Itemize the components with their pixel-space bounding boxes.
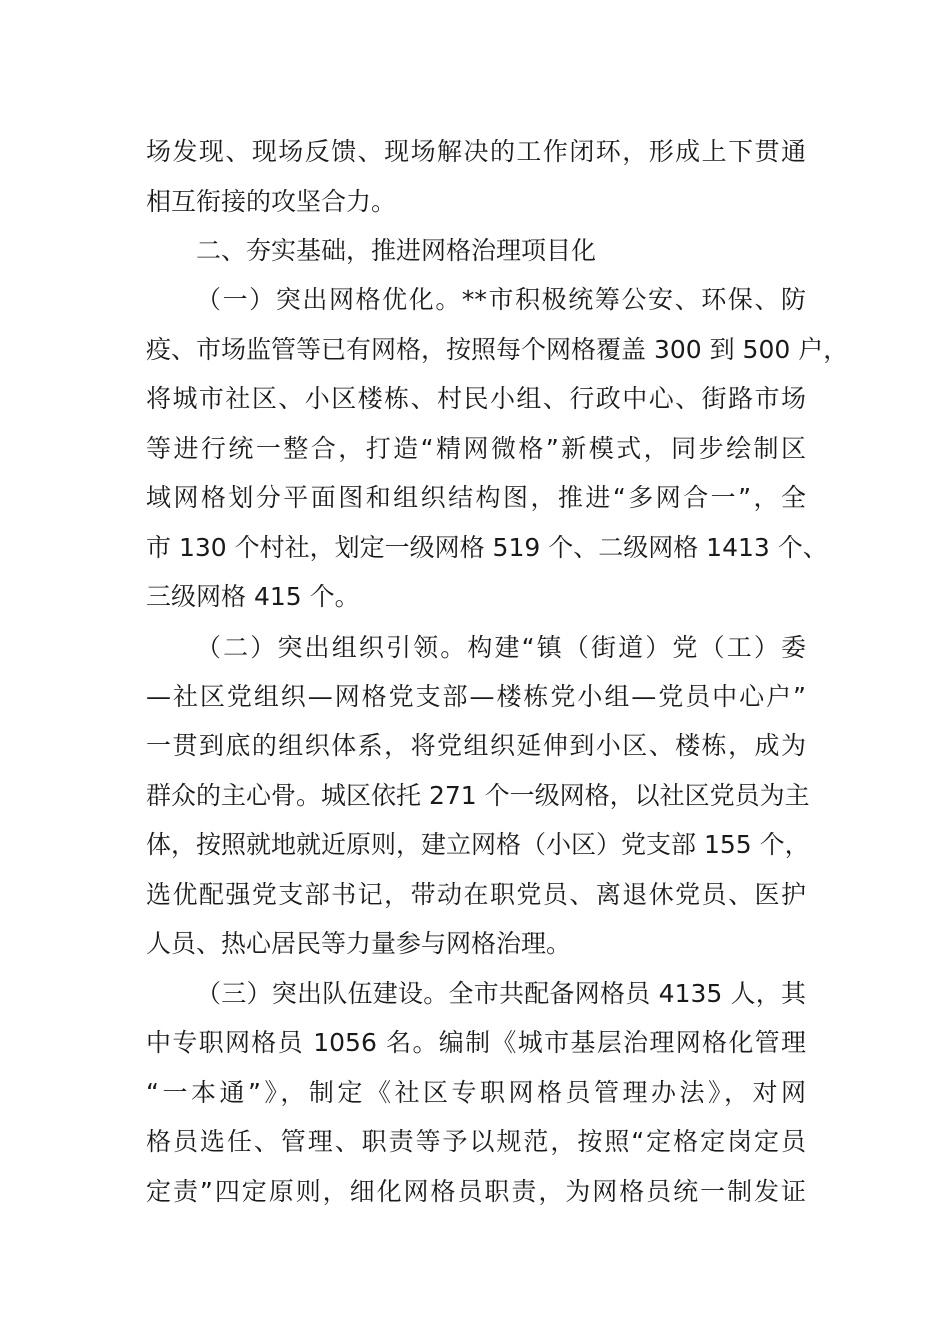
- text-line-17: 人员、热心居民等力量参与网格治理。: [146, 929, 572, 958]
- section-heading: 二、夯实基础，推进网格治理项目化: [196, 236, 597, 265]
- text-line-7: 等进行统一整合，打造“精网微格”新模式，同步绘制区: [146, 434, 806, 463]
- text-line-19: 中专职网格员 1056 名。编制《城市基层治理网格化管理: [146, 1028, 806, 1057]
- text-line-4: （一）突出网格优化。**市积极统筹公安、环保、防: [196, 285, 806, 314]
- text-line-9: 市 130 个村社，划定一级网格 519 个、二级网格 1413 个、: [146, 533, 828, 562]
- text-line-13: 一贯到底的组织体系，将党组织延伸到小区、楼栋，成为: [146, 731, 806, 760]
- text-line-6: 将城市社区、小区楼栋、村民小组、行政中心、街路市场: [146, 384, 806, 413]
- text-line-12: —社区党组织—网格党支部—楼栋党小组—党员中心户”: [146, 682, 806, 711]
- text-line-10: 三级网格 415 个。: [146, 582, 360, 611]
- text-line-1: 场发现、现场反馈、现场解决的工作闭环，形成上下贯通: [146, 137, 806, 166]
- text-line-20: “一本通”》，制定《社区专职网格员管理办法》，对网: [146, 1078, 806, 1107]
- text-line-21: 格员选任、管理、职责等予以规范，按照“定格定岗定员: [146, 1127, 806, 1156]
- text-line-15: 体，按照就地就近原则，建立网格（小区）党支部 155 个，: [146, 830, 810, 859]
- text-line-2: 相互衔接的攻坚合力。: [146, 187, 397, 216]
- text-line-16: 选优配强党支部书记，带动在职党员、离退休党员、医护: [146, 880, 806, 909]
- text-line-18: （三）突出队伍建设。全市共配备网格员 4135 人，其: [196, 979, 806, 1008]
- text-line-8: 域网格划分平面图和组织结构图，推进“多网合一”，全: [146, 483, 806, 512]
- text-line-14: 群众的主心骨。城区依托 271 个一级网格，以社区党员为主: [146, 781, 810, 810]
- text-line-22: 定责”四定原则，细化网格员职责，为网格员统一制发证: [146, 1177, 806, 1206]
- text-line-11: （二）突出组织引领。构建“镇（街道）党（工）委: [196, 633, 806, 662]
- text-line-5: 疫、市场监管等已有网格，按照每个网格覆盖 300 到 500 户，: [146, 335, 849, 364]
